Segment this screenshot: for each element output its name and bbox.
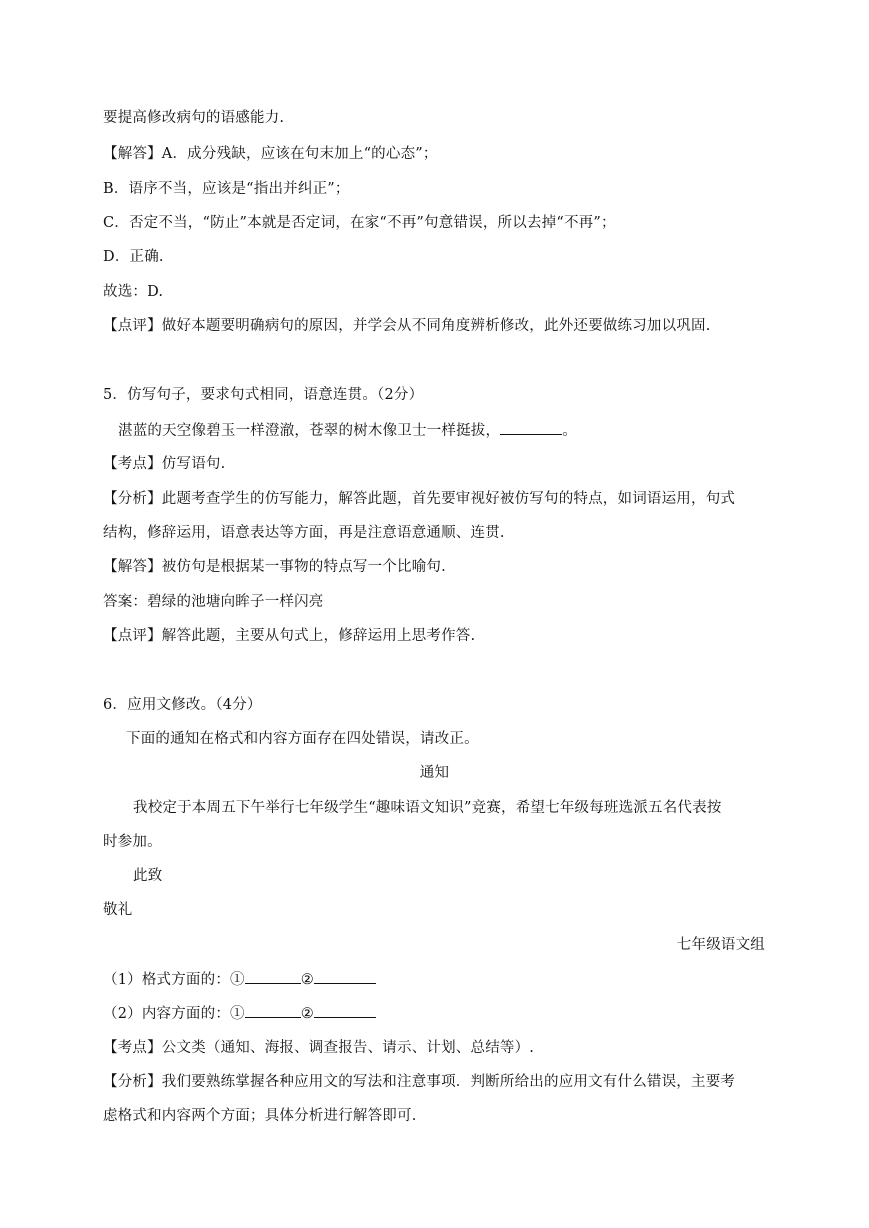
notice-body-line-1: 我校定于本周五下午举行七年级学生“趣味语文知识”竞赛，希望七年级每班选派五名代表按 [133,800,722,816]
choice-line: 故选：D. [103,284,164,300]
q5-prompt-text: 湛蓝的天空像碧玉一样澄澈，苍翠的树木像卫士一样挺拔， [118,423,501,439]
content-blank-2 [314,1003,376,1018]
content-blank-1 [245,1003,301,1018]
q5-fenxi-line-2: 结构，修辞运用，语意表达等方面，再是注意语意通顺、连贯. [103,525,505,541]
q5-answer-blank [500,420,562,435]
q6-content-mid: ② [300,1006,314,1022]
notice-signature: 七年级语文组 [676,937,765,953]
q6-content-row [103,1003,376,1024]
answer-b-line: B．语序不当，应该是“指出并纠正”； [103,181,350,197]
q6-fenxi-line-2: 虑格式和内容两个方面；具体分析进行解答即可. [103,1108,417,1124]
q6-format-label: （1）格式方面的：① [103,972,245,988]
q5-answer: 答案：碧绿的池塘向眸子一样闪亮 [103,594,324,610]
q5-prompt [118,420,577,441]
q6-fenxi-line-1: 【分析】我们要熟练掌握各种应用文的写法和注意事项．判断所给出的应用文有什么错误，主要考 [103,1074,736,1090]
format-blank-2 [314,969,376,984]
q5-fenxi-line-1: 【分析】此题考查学生的仿写能力，解答此题，首先要审视好被仿写句的特点，如词语运用，句式 [103,491,736,507]
answer-c-line: C．否定不当，“防止”本就是否定词，在家“不再”句意错误，所以去掉“不再”； [103,215,616,231]
q6-intro: 下面的通知在格式和内容方面存在四处错误，请改正。 [126,731,479,747]
q6-format-mid: ② [300,972,314,988]
q5-prompt-end: 。 [562,423,577,439]
notice-cizhi: 此致 [133,868,163,884]
notice-jingli: 敬礼 [103,902,133,918]
notice-body-line-2: 时参加。 [103,834,162,850]
notice-title: 通知 [419,765,450,781]
answer-d-line: D．正确. [103,249,164,265]
q5-dianping: 【点评】解答此题，主要从句式上，修辞运用上思考作答. [103,628,476,644]
q5-kaodian: 【考点】仿写语句. [103,456,226,472]
q6-kaodian: 【考点】公文类（通知、海报、调查报告、请示、计划、总结等）. [103,1040,535,1056]
comment-line: 【点评】做好本题要明确病句的原因，并学会从不同角度辨析修改，此外还要做练习加以巩固. [103,318,711,334]
q5-title: 5．仿写句子，要求句式相同，语意连贯。（2分） [103,387,424,403]
text-line-1: 要提高修改病句的语感能力. [103,110,285,126]
q6-content-label: （2）内容方面的：① [103,1006,245,1022]
q6-format-row [103,969,376,990]
format-blank-1 [245,969,301,984]
answer-line: 【解答】A．成分残缺，应该在句末加上“的心态”； [103,146,438,162]
q6-title: 6．应用文修改。（4分） [103,697,262,713]
q5-jieda: 【解答】被仿句是根据某一事物的特点写一个比喻句. [103,559,446,575]
